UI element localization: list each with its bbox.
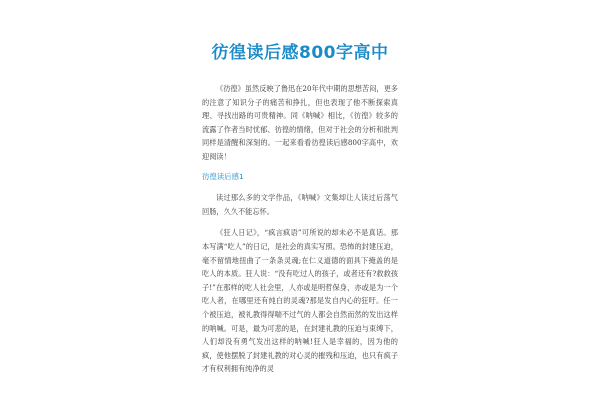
section-heading: 彷徨读后感1 [202,171,244,181]
body-paragraph-1: 读过那么多的文学作品，《呐喊》文集却让人读过后荡气回肠，久久不能忘怀。 [202,193,398,216]
document-title: 彷徨读后感800字高中 [211,43,389,63]
document-body [202,82,398,384]
body-paragraph-2: 《狂人日记》，“疯言疯语”可所说的却未必不是真话。那本写满“吃人”的日记，是社会的真实写照。恐怖的封建压迫，毫不留情地扭曲了一条条灵魂;在仁义道德的面具下掩盖的是吃人的本质。狂人说：“没有吃过人的孩子，或者还有?救救孩子!”在那样的吃人社会里，人亦或是明哲保身，亦或是为一个吃人者，在哪里还有纯白的灵魂?那是发自内心的狂吁。任一个被压迫，被礼教得得喘不过气的人都会自然而然的发出这样的呐喊。可是，最为可悲的是，在封建礼教的压迫与束缚下，人们却没有勇气发出这样的呐喊!狂人是幸福的，因为他的疯，使他摆脱了封建礼教的对心灵的摧残和压迫，也只有疯子才有权利拥有纯净的灵 [202,228,398,374]
intro-paragraph: 《彷徨》虽然反映了鲁迅在20年代中期的思想苦闷，更多的注意了知识分子的痛苦和挣扎，但也表现了他不断探索真理、寻找出路的可贵精神。同《呐喊》相比，《彷徨》较多的流露了作者当时忧郁、彷徨的情绪，但对于社会的分析和批判同样是清醒和深刻的。一起来看看彷徨读后感800字高中，欢迎阅读！ [202,84,398,161]
